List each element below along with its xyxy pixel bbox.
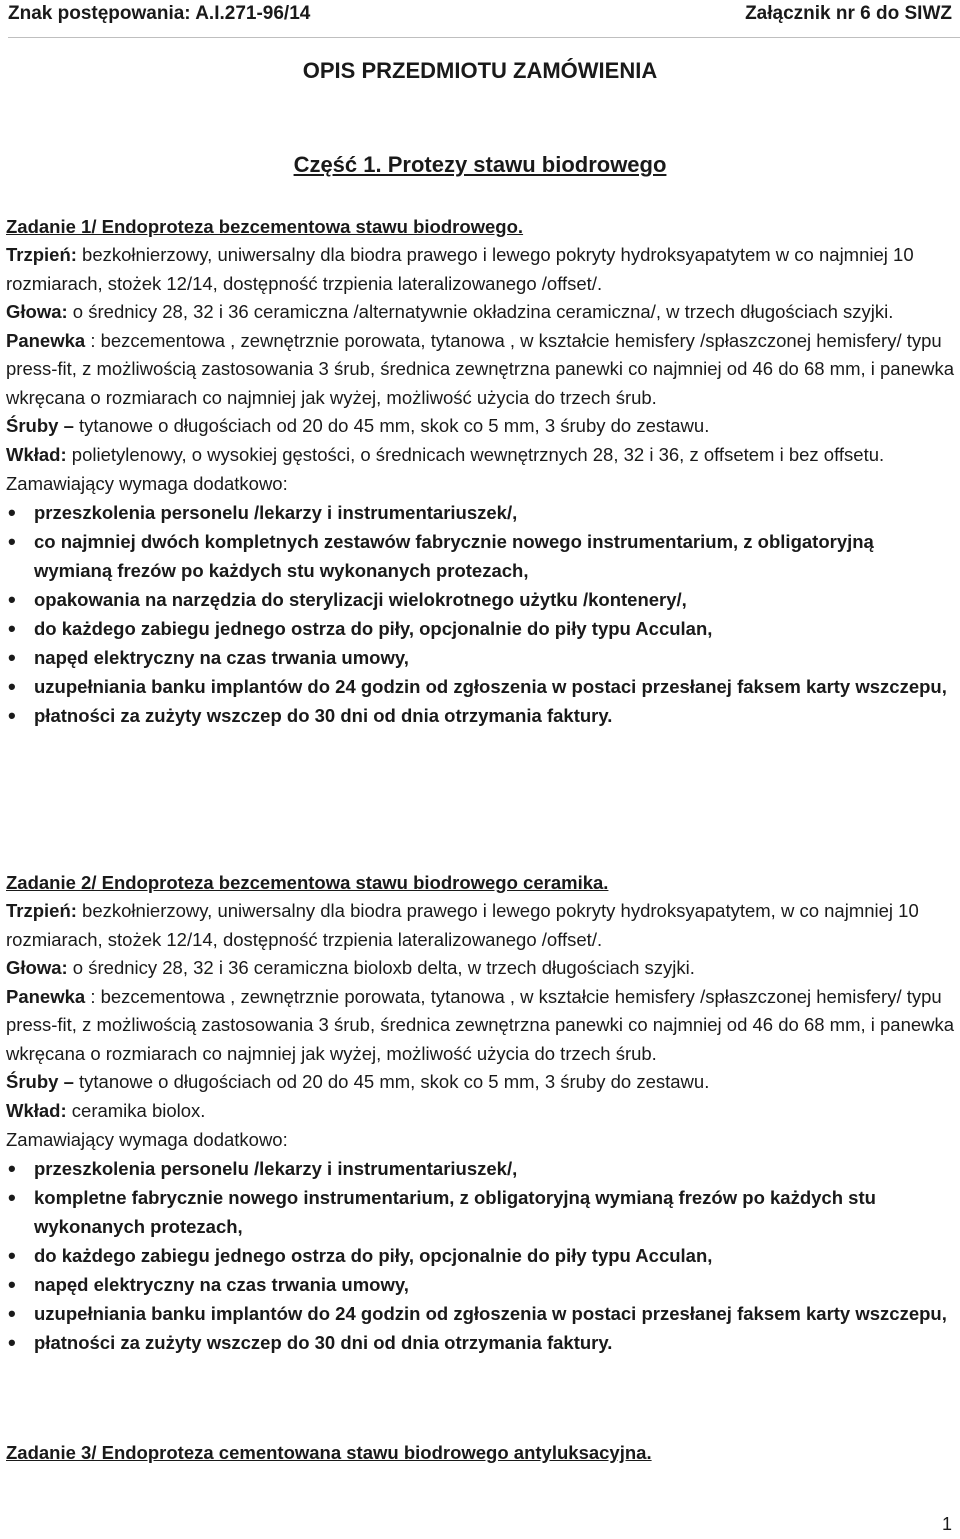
liner-text: polietylenowy, o wysokiej gęstości, o średnicach wewnętrznych 28, 32 i 36, z offsetem i bez offsetu.	[66, 443, 885, 465]
list-item: • uzupełniania banku implantów do 24 godzin od zgłoszenia w postaci przesłanej faksem karty wszczepu,	[6, 672, 956, 701]
case-number: Znak postępowania: A.I.271-96/14	[8, 3, 311, 24]
list-item: • napęd elektryczny na czas trwania umowy,	[6, 1270, 956, 1299]
header-divider	[8, 37, 960, 38]
cup-text: : bezcementowa , zewnętrznie porowata, tytanowa , w kształcie hemisfery /spłaszczonej hemisfery/ typu press-fit, z możliwością zastosowania 3 śrub, średnica zewnętrzna panewki co najmniej od 46 do 68 mm, i panewka wkręcana o rozmiarach co najmniej jak wyżej, możliwość użycia do trzech śrub.	[6, 985, 955, 1064]
page-number: 1	[941, 1514, 952, 1534]
task-2-cup	[6, 983, 956, 1069]
task-1-title: Zadanie 1/ Endoproteza bezcementowa stawu biodrowego.	[6, 216, 524, 237]
screws-label: Śruby –	[6, 1071, 74, 1092]
task-1-cup	[6, 327, 956, 413]
head-label: Głowa:	[6, 957, 68, 978]
list-item: • płatności za zużyty wszczep do 30 dni od dnia otrzymania faktury.	[6, 701, 956, 730]
task-2-liner	[6, 1097, 956, 1126]
task-2-title: Zadanie 2/ Endoproteza bezcementowa stawu biodrowego ceramika.	[6, 872, 609, 893]
screws-text: tytanowe o długościach od 20 do 45 mm, skok co 5 mm, 3 śruby do zestawu.	[73, 415, 710, 436]
task-1-section	[6, 212, 956, 730]
task-2-requirements-heading: Zamawiający wymaga dodatkowo:	[6, 1129, 288, 1150]
list-item: • napęd elektryczny na czas trwania umowy,	[6, 643, 956, 672]
task-1-requirements-heading: Zamawiający wymaga dodatkowo:	[6, 473, 288, 494]
task-1-liner	[6, 441, 956, 470]
head-label: Głowa:	[6, 301, 68, 322]
list-item: • kompletne fabrycznie nowego instrumentarium, z obligatoryjną wymianą frezów po każdych stu wykonanych protezach,	[6, 1183, 956, 1241]
task-1-stem	[6, 241, 956, 298]
cup-text: : bezcementowa , zewnętrznie porowata, tytanowa , w kształcie hemisfery /spłaszczonej hemisfery/ typu press-fit, z możliwością zastosowania 3 śrub, średnica zewnętrzna panewki co najmniej od 46 do 68 mm, i panewka wkręcana o rozmiarach co najmniej jak wyżej, możliwość użycia do trzech śrub.	[6, 329, 955, 408]
task-3-section	[6, 1438, 956, 1467]
task-1-requirements-list	[6, 498, 956, 730]
task-2-head	[6, 954, 956, 983]
task-2-stem	[6, 897, 956, 954]
screws-text: tytanowe o długościach od 20 do 45 mm, skok co 5 mm, 3 śruby do zestawu.	[73, 1071, 710, 1092]
task-2-section	[6, 868, 956, 1357]
document-title: OPIS PRZEDMIOTU ZAMÓWIENIA	[302, 58, 658, 83]
liner-label: Wkład:	[6, 1099, 67, 1121]
task-2-requirements-list	[6, 1154, 956, 1357]
list-item: • przeszkolenia personelu /lekarzy i instrumentariuszek/,	[6, 498, 956, 527]
list-item: • do każdego zabiegu jednego ostrza do piły, opcjonalnie do piły typu Acculan,	[6, 1241, 956, 1270]
list-item: • do każdego zabiegu jednego ostrza do piły, opcjonalnie do piły typu Acculan,	[6, 614, 956, 643]
cup-label: Panewka	[6, 329, 86, 351]
list-item: • opakowania na narzędzia do sterylizacji wielokrotnego użytku /kontenery/,	[6, 585, 956, 614]
stem-text: bezkołnierzowy, uniwersalny dla biodra prawego i lewego pokryty hydroksyapatytem, w co najmniej 10 rozmiarach, stożek 12/14, dostępność trzpienia lateralizowanego /offset/.	[6, 900, 919, 950]
stem-label: Trzpień:	[6, 900, 77, 921]
cup-label: Panewka	[6, 985, 86, 1007]
task-3-title: Zadanie 3/ Endoproteza cementowana stawu biodrowego antyluksacyjna.	[6, 1442, 652, 1463]
head-text: o średnicy 28, 32 i 36 ceramiczna /alternatywnie okładzina ceramiczna/, w trzech długościach szyjki.	[67, 301, 894, 322]
screws-label: Śruby –	[6, 415, 74, 436]
task-2-screws	[6, 1068, 956, 1097]
list-item: • uzupełniania banku implantów do 24 godzin od zgłoszenia w postaci przesłanej faksem karty wszczepu,	[6, 1299, 956, 1328]
task-1-head	[6, 298, 956, 327]
list-item: • płatności za zużyty wszczep do 30 dni od dnia otrzymania faktury.	[6, 1328, 956, 1357]
liner-text: ceramika biolox.	[66, 1099, 206, 1121]
list-item: • co najmniej dwóch kompletnych zestawów fabrycznie nowego instrumentarium, z obligatoryjną wymianą frezów po każdych stu wykonanych protezach,	[6, 527, 956, 585]
stem-label: Trzpień:	[6, 244, 77, 265]
list-item: • przeszkolenia personelu /lekarzy i instrumentariuszek/,	[6, 1154, 956, 1183]
part-title: Część 1. Protezy stawu biodrowego	[293, 152, 667, 177]
attachment-label: Załącznik nr 6 do SIWZ	[745, 3, 952, 24]
task-1-screws	[6, 412, 956, 441]
head-text: o średnicy 28, 32 i 36 ceramiczna bioloxb delta, w trzech długościach szyjki.	[67, 957, 695, 978]
page-header	[8, 3, 952, 25]
stem-text: bezkołnierzowy, uniwersalny dla biodra prawego i lewego pokryty hydroksyapatytem w co najmniej 10 rozmiarach, stożek 12/14, dostępność trzpienia lateralizowanego /offset/.	[6, 244, 914, 294]
liner-label: Wkład:	[6, 443, 67, 465]
